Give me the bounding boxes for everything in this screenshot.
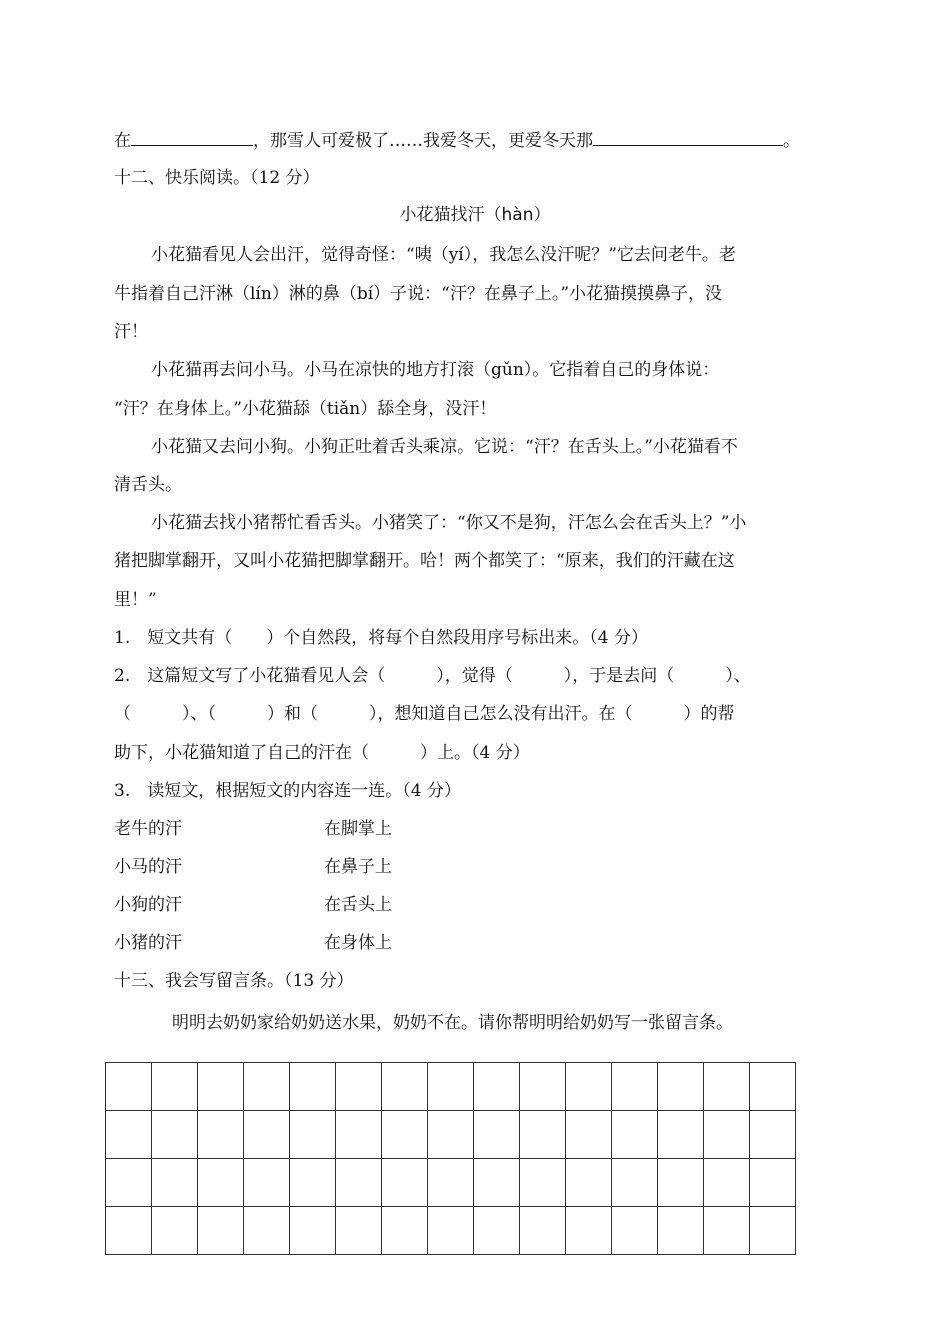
grid-cell[interactable] [612, 1111, 658, 1159]
question-2: （ ）、（ ）和（ ），想知道自己怎么没有出汗。在（ ）的帮 [114, 704, 735, 724]
grid-cell[interactable] [106, 1159, 152, 1207]
grid-cell[interactable] [612, 1207, 658, 1255]
question-2: 助下，小花猫知道了自己的汗在（ ）上。（4 分） [114, 743, 530, 763]
fill-in-line: 在 ，那雪人可爱极了……我爱冬天，更爱冬天那 。 [114, 131, 800, 151]
story-text: 里！” [114, 590, 157, 610]
grid-cell[interactable] [290, 1111, 336, 1159]
story-text: 小花猫看见人会出汗，觉得奇怪：“咦（yí），我怎么没汗呢？”它去问老牛。老 [151, 245, 736, 265]
story-text: 清舌头。 [114, 475, 182, 495]
grid-cell[interactable] [566, 1063, 612, 1111]
match-left-item[interactable]: 小马的汗 [114, 857, 182, 877]
grid-cell[interactable] [750, 1159, 796, 1207]
writing-prompt: 明明去奶奶家给奶奶送水果，奶奶不在。请你帮明明给奶奶写一张留言条。 [172, 1013, 733, 1033]
question-2: 2. 这篇短文写了小花猫看见人会（ ），觉得（ ），于是去问（ ）、 [114, 666, 751, 686]
grid-cell[interactable] [336, 1063, 382, 1111]
grid-cell[interactable] [566, 1207, 612, 1255]
grid-cell[interactable] [290, 1063, 336, 1111]
grid-cell[interactable] [336, 1207, 382, 1255]
grid-cell[interactable] [428, 1063, 474, 1111]
question-1: 1. 短文共有（ ）个自然段，将每个自然段用序号标出来。（4 分） [114, 628, 648, 648]
grid-cell[interactable] [152, 1063, 198, 1111]
grid-cell[interactable] [198, 1111, 244, 1159]
grid-cell[interactable] [612, 1159, 658, 1207]
grid-cell[interactable] [658, 1111, 704, 1159]
grid-cell[interactable] [704, 1063, 750, 1111]
grid-cell[interactable] [152, 1207, 198, 1255]
grid-cell[interactable] [382, 1207, 428, 1255]
grid-cell[interactable] [474, 1159, 520, 1207]
grid-row [106, 1207, 796, 1255]
story-text: 小花猫再去问小马。小马在凉快的地方打滚（gǔn）。它指着自己的身体说： [151, 360, 720, 380]
story-text: 汗！ [114, 322, 148, 342]
grid-cell[interactable] [520, 1111, 566, 1159]
grid-cell[interactable] [428, 1111, 474, 1159]
grid-row [106, 1063, 796, 1111]
story-text: “汗？在身体上。”小花猫舔（tiǎn）舔全身，没汗！ [114, 399, 497, 419]
grid-row [106, 1111, 796, 1159]
grid-cell[interactable] [704, 1159, 750, 1207]
grid-cell[interactable] [566, 1111, 612, 1159]
grid-cell[interactable] [106, 1111, 152, 1159]
grid-row [106, 1159, 796, 1207]
section-13-heading: 十三、我会写留言条。（13 分） [114, 971, 354, 991]
grid-cell[interactable] [290, 1207, 336, 1255]
grid-cell[interactable] [750, 1207, 796, 1255]
grid-cell[interactable] [290, 1159, 336, 1207]
grid-cell[interactable] [428, 1159, 474, 1207]
grid-cell[interactable] [474, 1111, 520, 1159]
grid-cell[interactable] [106, 1063, 152, 1111]
grid-cell[interactable] [658, 1159, 704, 1207]
story-text: 小花猫去找小猪帮忙看舌头。小猪笑了：“你又不是狗，汗怎么会在舌头上？”小 [151, 513, 747, 533]
grid-cell[interactable] [336, 1111, 382, 1159]
grid-cell[interactable] [474, 1063, 520, 1111]
answer-blank-1[interactable] [131, 129, 253, 146]
grid-cell[interactable] [612, 1063, 658, 1111]
match-left-item[interactable]: 小猪的汗 [114, 933, 182, 953]
grid-cell[interactable] [382, 1063, 428, 1111]
story-text: 小花猫又去问小狗。小狗正吐着舌头乘凉。它说：“汗？在舌头上。”小花猫看不 [151, 437, 738, 457]
story-title: 小花猫找汗（hàn） [399, 205, 551, 225]
grid-cell[interactable] [106, 1207, 152, 1255]
grid-cell[interactable] [244, 1111, 290, 1159]
grid-cell[interactable] [658, 1063, 704, 1111]
match-left-item[interactable]: 小狗的汗 [114, 895, 182, 915]
grid-cell[interactable] [152, 1159, 198, 1207]
grid-cell[interactable] [336, 1159, 382, 1207]
grid-cell[interactable] [198, 1207, 244, 1255]
grid-cell[interactable] [750, 1111, 796, 1159]
grid-cell[interactable] [704, 1111, 750, 1159]
grid-cell[interactable] [750, 1063, 796, 1111]
match-right-item[interactable]: 在身体上 [324, 933, 392, 953]
match-right-item[interactable]: 在脚掌上 [324, 819, 392, 839]
grid-cell[interactable] [244, 1159, 290, 1207]
answer-blank-2[interactable] [593, 129, 783, 146]
story-text: 猪把脚掌翻开，又叫小花猫把脚掌翻开。哈！两个都笑了：“原来，我们的汗藏在这 [114, 551, 735, 571]
grid-cell[interactable] [244, 1063, 290, 1111]
grid-cell[interactable] [382, 1159, 428, 1207]
writing-grid[interactable] [105, 1062, 796, 1255]
grid-cell[interactable] [520, 1063, 566, 1111]
grid-cell[interactable] [520, 1159, 566, 1207]
match-left-item[interactable]: 老牛的汗 [114, 819, 182, 839]
match-right-item[interactable]: 在鼻子上 [324, 857, 392, 877]
grid-cell[interactable] [382, 1111, 428, 1159]
story-text: 牛指着自己汗淋（lín）淋的鼻（bí）子说：“汗？在鼻子上。”小花猫摸摸鼻子，没 [114, 284, 723, 304]
grid-cell[interactable] [198, 1159, 244, 1207]
question-3: 3. 读短文，根据短文的内容连一连。（4 分） [114, 781, 461, 801]
grid-cell[interactable] [152, 1111, 198, 1159]
grid-cell[interactable] [198, 1063, 244, 1111]
grid-cell[interactable] [704, 1207, 750, 1255]
section-12-heading: 十二、快乐阅读。（12 分） [114, 168, 320, 188]
grid-cell[interactable] [474, 1207, 520, 1255]
match-right-item[interactable]: 在舌头上 [324, 895, 392, 915]
grid-cell[interactable] [428, 1207, 474, 1255]
grid-cell[interactable] [520, 1207, 566, 1255]
grid-cell[interactable] [658, 1207, 704, 1255]
grid-cell[interactable] [566, 1159, 612, 1207]
grid-cell[interactable] [244, 1207, 290, 1255]
